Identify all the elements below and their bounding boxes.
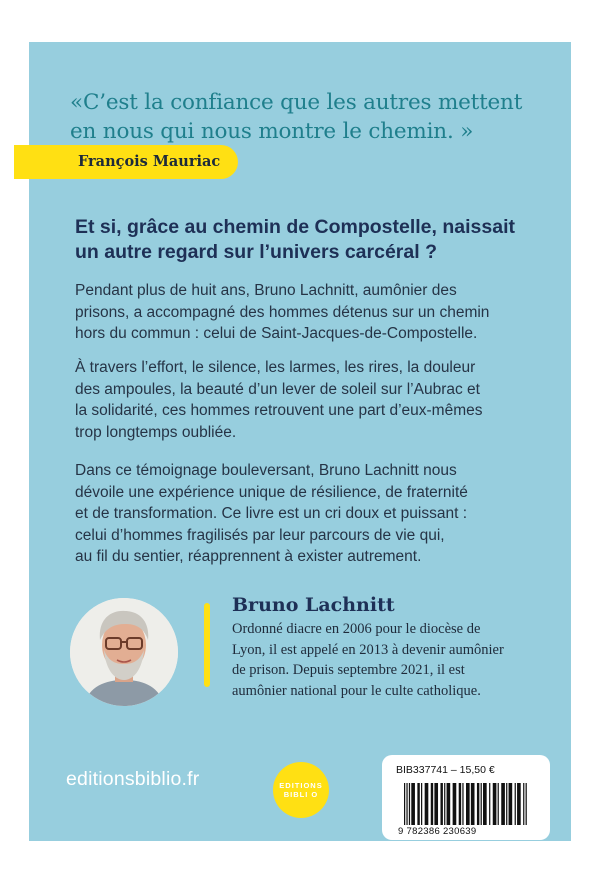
barcode-bar — [404, 783, 405, 825]
author-portrait-icon — [70, 598, 178, 706]
quote-author: François Mauriac — [78, 153, 221, 170]
barcode-bar — [421, 783, 422, 825]
barcode-bar — [483, 783, 487, 825]
body-paragraph-1 — [75, 280, 545, 345]
barcode-bar — [409, 783, 410, 825]
bio-accent-bar — [204, 603, 210, 687]
body-line: Pendant plus de huit ans, Bruno Lachnitt, aumônier des — [75, 282, 457, 299]
barcode-bar — [471, 783, 475, 825]
barcode-bar — [440, 783, 442, 825]
body-line: À travers l’effort, le silence, les larmes, les rires, la douleur — [75, 359, 476, 376]
epigraph-quote — [70, 88, 540, 146]
publisher-website: editionsbiblio.fr — [66, 768, 200, 790]
barcode-bar — [459, 783, 461, 825]
isbn-number: 9 782386 230639 — [398, 826, 477, 837]
barcode-bar — [447, 783, 451, 825]
product-reference-price: BIB337741 – 15,50 € — [396, 764, 495, 776]
barcode-bar — [517, 783, 521, 825]
barcode-bar — [506, 783, 507, 825]
body-line: Dans ce témoignage bouleversant, Bruno Lachnitt nous — [75, 462, 457, 479]
author-name: Bruno Lachnitt — [232, 594, 395, 616]
barcode-bar — [509, 783, 513, 825]
barcode-bar — [425, 783, 429, 825]
publisher-logo-icon — [273, 762, 329, 818]
body-line: au fil du sentier, réapprennent à exister autrement. — [75, 548, 422, 565]
body-line: celui d’hommes fragilisés par leur parcours de vie qui, — [75, 526, 445, 544]
barcode-bar — [453, 783, 457, 825]
barcode-bar — [417, 783, 419, 825]
body-line: la solidarité, ces hommes retrouvent une part d’eux-mêmes — [75, 402, 483, 419]
headline-line: un autre regard sur l’univers carcéral ? — [75, 241, 437, 263]
barcode-bar — [515, 783, 516, 825]
author-bio — [232, 619, 552, 701]
body-paragraph-2 — [75, 357, 545, 443]
body-line: hors du commun : celui de Saint-Jacques-de-Compostelle. — [75, 325, 478, 342]
barcode-bar — [477, 783, 479, 825]
body-line: dévoile une expérience unique de résilience, de fraternité — [75, 483, 468, 501]
barcode-bar — [406, 783, 407, 825]
barcode-bar — [481, 783, 482, 825]
author-portrait-drawing — [70, 598, 178, 706]
barcode-bar — [434, 783, 438, 825]
barcode-bar — [431, 783, 433, 825]
barcode-bar — [493, 783, 497, 825]
body-line: prisons, a accompagné des hommes détenus sur un chemin — [75, 303, 490, 321]
barcode-bar — [462, 783, 463, 825]
barcode-icon — [404, 783, 528, 825]
bio-line: Ordonné diacre en 2006 pour le diocèse de — [232, 621, 481, 637]
bio-line: Lyon, il est appelé en 2013 à devenir aumônier — [232, 641, 504, 658]
body-paragraph-3 — [75, 460, 545, 568]
barcode-bar — [411, 783, 415, 825]
logo-text-bottom: BIBLI O — [283, 790, 319, 799]
barcode-bar — [498, 783, 499, 825]
bio-line: aumônier national pour le culte catholique. — [232, 682, 481, 699]
body-line: trop longtemps oubliée. — [75, 423, 237, 441]
headline — [75, 215, 545, 265]
logo-text-top: EDITIONS — [279, 781, 323, 790]
barcode-bar — [523, 783, 524, 825]
body-line: des ampoules, la beauté d’un lever de soleil sur l’Aubrac et — [75, 380, 480, 398]
bio-line: de prison. Depuis septembre 2021, il est — [232, 662, 465, 678]
barcode-bar — [501, 783, 505, 825]
barcode-bar — [526, 783, 527, 825]
headline-line: Et si, grâce au chemin de Compostelle, naissait — [75, 216, 515, 238]
barcode-panel — [382, 755, 550, 840]
barcode-bar — [489, 783, 490, 825]
body-line: et de transformation. Ce livre est un cri doux et puissant : — [75, 505, 467, 522]
barcode-bar — [466, 783, 470, 825]
quote-line: «C’est la confiance que les autres mettent — [70, 90, 523, 115]
barcode-bar — [444, 783, 445, 825]
quote-line: en nous qui nous montre le chemin. » — [70, 119, 474, 144]
